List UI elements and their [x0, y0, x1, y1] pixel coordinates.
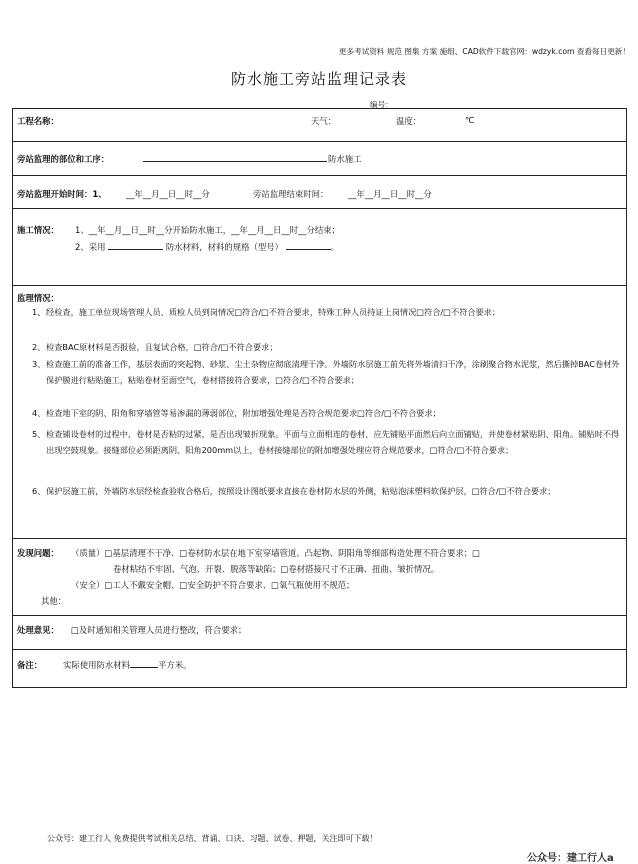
serial-label: 编号：	[370, 100, 393, 109]
time-start-value: __年__月__日__时__分	[126, 189, 210, 199]
item-number: 3、	[32, 359, 46, 369]
supervision-label: 监理情况：	[17, 293, 59, 303]
time-start-label: 旁站监理开始时间：1、	[17, 189, 107, 199]
item-text: 保护层施工前，外墙防水层经检查验收合格后，按照设计图纸要求直接在卷材防水层的外侧，粘贴泡沫塑料软保护层，□符合/□不符合要求；	[46, 486, 556, 496]
top-note: 更多考试资料 规范 图集 方案 施组、CAD软件下载官网：wdzyk.com 查看每日更新！	[338, 47, 630, 56]
item-number: 4、	[32, 408, 46, 418]
construction-line-1: 1、__年__月__日__时__分开始防水施工，__年__月__日__时__分结束；	[75, 225, 340, 235]
temperature-unit: ℃	[465, 115, 475, 125]
watermark-text: 公众号：建工行人a	[527, 853, 614, 864]
record-form	[12, 108, 627, 688]
item-number: 1、	[32, 307, 46, 317]
spec-blank[interactable]	[286, 241, 331, 250]
remarks-text	[63, 659, 192, 671]
remarks-text-a: 实际使用防水材料	[63, 660, 130, 670]
construction-line-2	[75, 241, 339, 253]
construction-line-2-c: 。	[330, 242, 340, 252]
temperature-label: 温度：	[396, 116, 422, 126]
item-text: 检查BAC原材料是否报验，且复试合格，□符合/□不符合要求；	[46, 342, 278, 352]
position-row	[13, 141, 626, 176]
item-number: 2、	[32, 342, 46, 352]
construction-line-2-a: 2、采用	[75, 242, 106, 252]
item-text: 检查地下室的阴、阳角和穿墙管等易渗漏的薄弱部位，附加增强处理是否符合规范要求□符合/□不符合要求；	[46, 408, 441, 418]
supervision-row	[13, 285, 626, 539]
area-blank[interactable]	[130, 659, 158, 668]
issues-label: 发现问题：	[17, 548, 59, 558]
issues-quality-line-1: （质量）□基层清理不干净、□卷材防水层在地下室穿墙管道、凸起物、阴阳角等细部构造处理不符合要求；□	[71, 548, 480, 558]
construction-line-2-b: 防水材料，材料的规格（型号）	[165, 242, 284, 252]
position-blank[interactable]	[143, 153, 327, 162]
item-text: 检查施工前的准备工作，基层表面的突起物、砂浆、尘土杂物应彻底清理干净。外墙防水层施工前先将外墙清扫干净，涂刷聚合物水泥浆，然后撕掉BAC卷材外保护膜进行粘贴施工，粘贴卷材至面空气，卷材搭接符合要求，□符合/□不符合要求；	[46, 359, 620, 385]
issues-safety-line: （安全）□工人不戴安全帽、□安全防护不符合要求、□氧气瓶使用不规范；	[71, 580, 355, 590]
time-end-label: 旁站监理结束时间：	[253, 189, 329, 199]
time-row	[13, 175, 626, 209]
remarks-row	[13, 649, 626, 688]
position-label: 旁站监理的部位和工序：	[17, 154, 110, 164]
page-title: 防水施工旁站监理记录表	[230, 70, 407, 88]
supervision-item-6	[32, 483, 623, 499]
handling-row	[13, 615, 626, 650]
supervision-item-4	[32, 405, 623, 421]
remarks-label: 备注：	[17, 660, 43, 670]
issues-quality-line-2: 卷材粘结不牢固、气泡、开裂、脱落等缺陷；□卷材搭接尺寸不正确、扭曲、皱折情况。	[113, 564, 440, 574]
handling-label: 处理意见：	[17, 625, 59, 635]
handling-text: □及时通知相关管理人员进行整改，符合要求；	[71, 625, 247, 635]
item-number: 6、	[32, 486, 46, 496]
issues-row	[13, 538, 626, 616]
item-number: 5、	[32, 429, 46, 439]
time-end-value: __年__月__日__时__分	[348, 189, 432, 199]
position-suffix: 防水施工	[328, 154, 362, 164]
issues-other-label: 其他：	[41, 596, 67, 606]
supervision-item-5	[32, 426, 623, 458]
construction-row	[13, 208, 626, 286]
material-blank[interactable]	[108, 241, 163, 250]
item-text: 检查铺设卷材的过程中，卷材是否粘的过紧，是否出现皱折现象。平面与立面相连的卷材，应先铺贴平面然后向立面铺贴，并使卷材紧贴阴、阳角。铺贴时不得出现空鼓现象。接缝部位必须距离阴、阳角200mm以上，卷材接缝部位的附加增强处理应符合规范要求，□符合/□不符合要求；	[46, 429, 620, 455]
supervision-item-3	[32, 356, 623, 388]
project-name-label: 工程名称：	[17, 116, 59, 126]
footer-note: 公众号：建工行人 免费提供考试相关总结、背诵、口诀、习题、试卷、押题，关注即可下载！	[47, 834, 378, 843]
construction-label: 施工情况：	[17, 225, 59, 235]
project-row	[13, 109, 626, 141]
item-text: 经检查，施工单位现场管理人员、质检人员到岗情况□符合/□不符合要求，特殊工种人员持证上岗情况□符合/□不符合要求；	[46, 307, 501, 317]
supervision-item-2	[32, 339, 623, 355]
remarks-text-b: 平方米。	[158, 660, 192, 670]
supervision-item-1	[32, 304, 623, 320]
weather-label: 天气：	[311, 116, 337, 126]
